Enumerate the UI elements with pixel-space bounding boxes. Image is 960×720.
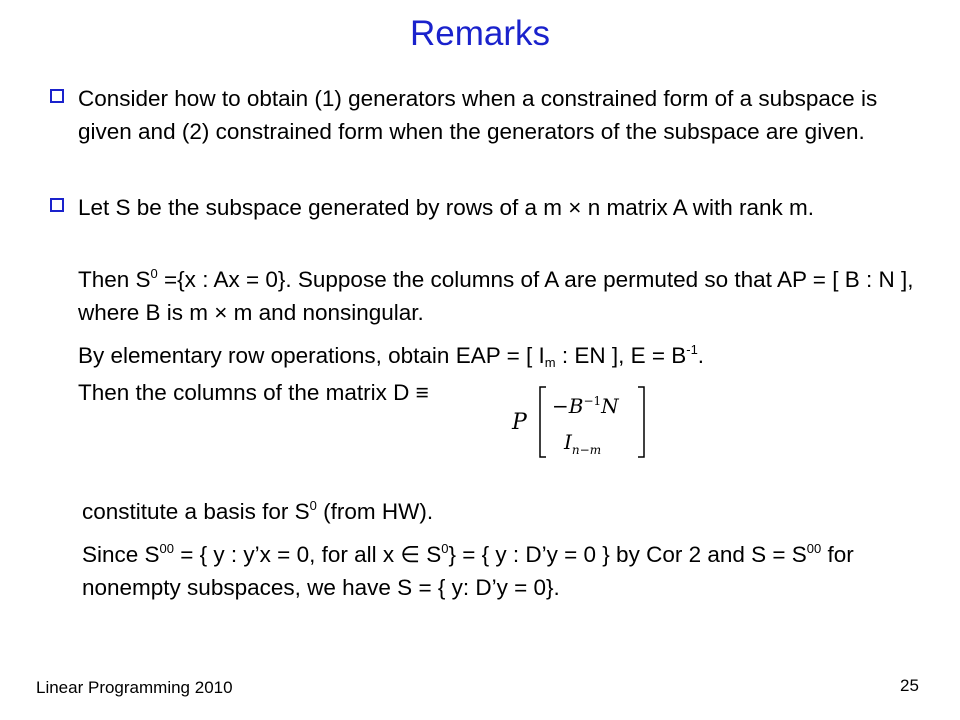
bullet-text-1: Consider how to obtain (1) generators when a constrained form of a subspace is given and (2) constrained form when the generators of the subspace are given. [78,86,878,144]
paragraph-row-operations: By elementary row operations, obtain EAP = [ $I_m$ : EN ], $E = B^{-1}$. [78,342,705,370]
footer-course-title: Linear Programming 2010 [36,678,233,697]
matrix-bottom-entry: $I_{n-m}$ [564,430,602,457]
paragraph-basis: constitute a basis for $S^0$ (from HW). [82,498,434,524]
right-bracket [638,387,644,457]
paragraph-conclusion: Since $S^{00}$ = { y : y’x = 0, for all x ∈ $S^0$} = { y : D’y = 0 } by Cor 2 and $S = S^{00}$ for nonempty subspaces, we have S = { y: D’y = 0}. [82,541,854,600]
bullet-item-1 [50,82,930,148]
hollow-square-bullet-icon [50,89,64,103]
paragraph-s0-definition: Then $S^0 =\{x$ : Ax = 0}. Suppose the columns of A are permuted so that AP = [ B : N ], where B is m × m and nonsingular. [78,266,914,325]
paragraph-matrix-d: Then the columns of the matrix D ≡ [78,380,429,405]
footer-page-number: 25 [900,676,919,695]
hollow-square-bullet-icon [50,198,64,212]
left-bracket [540,387,546,457]
matrix-prefix-p: P [512,410,527,435]
bullet-item-2 [50,191,930,224]
slide-title: Remarks [409,14,551,53]
matrix-d-formula [510,383,650,461]
matrix-top-entry: $-B^{-1}N$ [552,394,619,418]
bullet-text-2: Let S be the subspace generated by rows of a m × n matrix A with rank m. [78,195,815,220]
